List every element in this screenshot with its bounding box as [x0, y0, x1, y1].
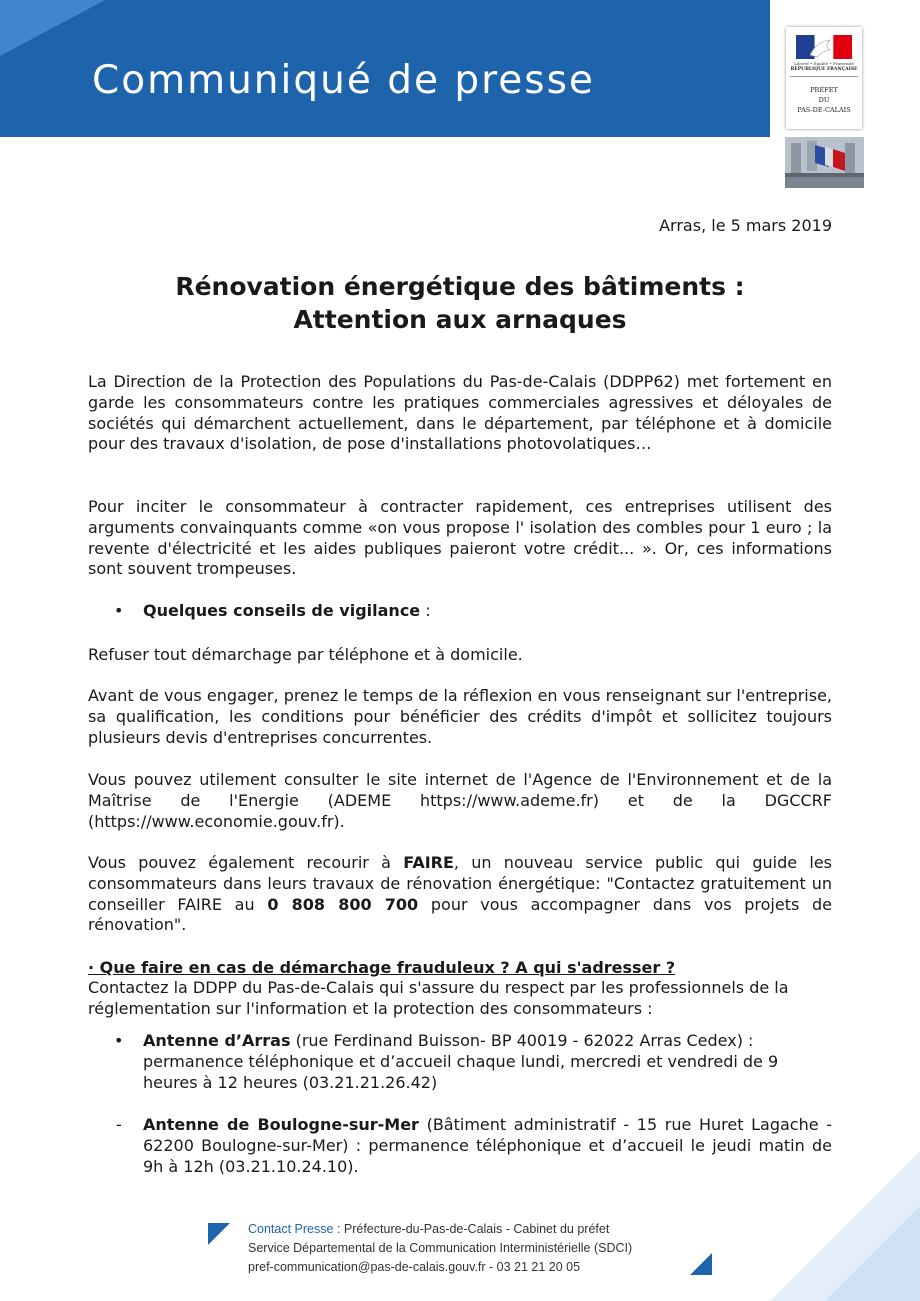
- headline-line-2: Attention aux arnaques: [293, 305, 627, 334]
- footer-triangle-right: [690, 1253, 712, 1275]
- fraud-intro: Contactez la DDPP du Pas-de-Calais qui s'assure du respect par les professionnels de la réglementation sur l'information et la protection des consommateurs :: [88, 978, 789, 1018]
- marianne-logo-icon: [796, 35, 852, 59]
- boulogne-bullet: -: [116, 1115, 122, 1134]
- prefecture-logo: [786, 27, 862, 129]
- footer-line-2: Service Départemental de la Communication Interministérielle (SDCI): [248, 1241, 633, 1255]
- boulogne-antenna: [143, 1115, 832, 1177]
- arras-bullet: •: [114, 1031, 124, 1050]
- header-corner-decoration: [0, 0, 105, 56]
- advice-paragraph-3: Vous pouvez utilement consulter le site internet de l'Agence de l'Environnement et de la Maîtrise de l'Energie (ADEME https://www.ademe.fr) et de la DGCCRF (https://www.economie.gouv.fr).: [88, 770, 832, 831]
- arras-name: Antenne d’Arras: [143, 1031, 291, 1050]
- advice-paragraph-1: Refuser tout démarchage par téléphone et à domicile.: [88, 645, 523, 664]
- footer-cabinet: : Préfecture-du-Pas-de-Calais - Cabinet du préfet: [333, 1222, 610, 1236]
- boulogne-name: Antenne de Boulogne-sur-Mer: [143, 1115, 419, 1134]
- prefecture-building-photo: [785, 137, 864, 188]
- logo-motto: Liberté • Égalité • Fraternité: [794, 61, 854, 66]
- arras-antenna: [143, 1031, 832, 1093]
- prefet-line-2: DU: [818, 96, 830, 104]
- page-title: Communiqué de presse: [92, 58, 595, 103]
- faire-text-before: Vous pouvez également recourir à: [88, 853, 404, 872]
- boulogne-details: (Bâtiment administratif - 15 rue Huret Lagache - 62200 Boulogne-sur-Mer) : permanence téléphonique et d’accueil le jeudi matin de 9h à 12h (03.21.10.24.10).: [143, 1115, 832, 1176]
- logo-republic: RÉPUBLIQUE FRANÇAISE: [790, 67, 858, 72]
- header-banner: [0, 0, 770, 137]
- fraud-heading: · Que faire en cas de démarchage frauduleux ? A qui s'adresser ?: [88, 958, 676, 977]
- advice-colon: :: [420, 601, 431, 620]
- press-date: Arras, le 5 mars 2019: [659, 216, 832, 235]
- prefet-line-3: PAS-DE-CALAIS: [797, 106, 851, 114]
- advice-paragraph-4: [88, 853, 832, 936]
- arras-details: (rue Ferdinand Buisson- BP 40019 - 62022 Arras Cedex) : permanence téléphonique et d’accueil chaque lundi, mercredi et vendredi de 9 heures à 12 heures (03.21.21.26.42): [143, 1031, 779, 1092]
- advice-title: Quelques conseils de vigilance: [143, 601, 421, 620]
- second-paragraph: Pour inciter le consommateur à contracter rapidement, ces entreprises utilisent des arguments convainquants comme «on vous propose l' isolation des combles pour 1 euro ; la revente d'électricité et les aides publiques paieront votre crédit... ». Or, ces informations sont souvent trompeuses.: [88, 497, 832, 579]
- faire-phone: 0 808 800 700: [267, 894, 419, 914]
- advice-paragraph-2: Avant de vous engager, prenez le temps de la réflexion en vous renseignant sur l'entreprise, sa qualification, les conditions pour bénéficier des crédits d'impôt et sollicitez toujours plusieurs devis d'entreprises concurrentes.: [88, 686, 832, 747]
- headline-line-1: Rénovation énergétique des bâtiments :: [175, 272, 745, 301]
- building-illustration-icon: [785, 137, 864, 188]
- prefet-line-1: PRÉFET: [810, 86, 838, 94]
- faire-text-middle: , un nouveau service public qui guide les consommateurs dans leurs travaux de rénovation énergétique: "Contactez gratuitement un conseiller FAIRE au: [88, 853, 832, 914]
- faire-name: FAIRE: [403, 853, 454, 872]
- logo-divider: [790, 76, 858, 77]
- advice-heading: [143, 601, 832, 622]
- footer-contact: [248, 1220, 632, 1277]
- faire-text-after: pour vous accompagner dans vos projets de rénovation".: [88, 894, 833, 935]
- footer-label: Contact Presse: [248, 1222, 334, 1236]
- footer-email-link[interactable]: pref-communication@pas-de-calais.gouv.fr - 03 21 21 20 05: [248, 1260, 581, 1274]
- footer-triangle-left: [208, 1223, 230, 1245]
- footer-line-1: [248, 1220, 632, 1239]
- intro-paragraph: La Direction de la Protection des Populations du Pas-de-Calais (DDPP62) met fortement en garde les consommateurs contre les pratiques commerciales agressives et déloyales de sociétés qui démarchent actuellement, dans le département, par téléphone et à domicile pour des travaux d'isolation, de pose d'installations photovolatiques…: [88, 372, 832, 454]
- corner-decoration-inner: [825, 1206, 920, 1301]
- logo-prefet-text: [786, 85, 862, 115]
- headline: [88, 270, 832, 336]
- advice-bullet: •: [114, 601, 124, 620]
